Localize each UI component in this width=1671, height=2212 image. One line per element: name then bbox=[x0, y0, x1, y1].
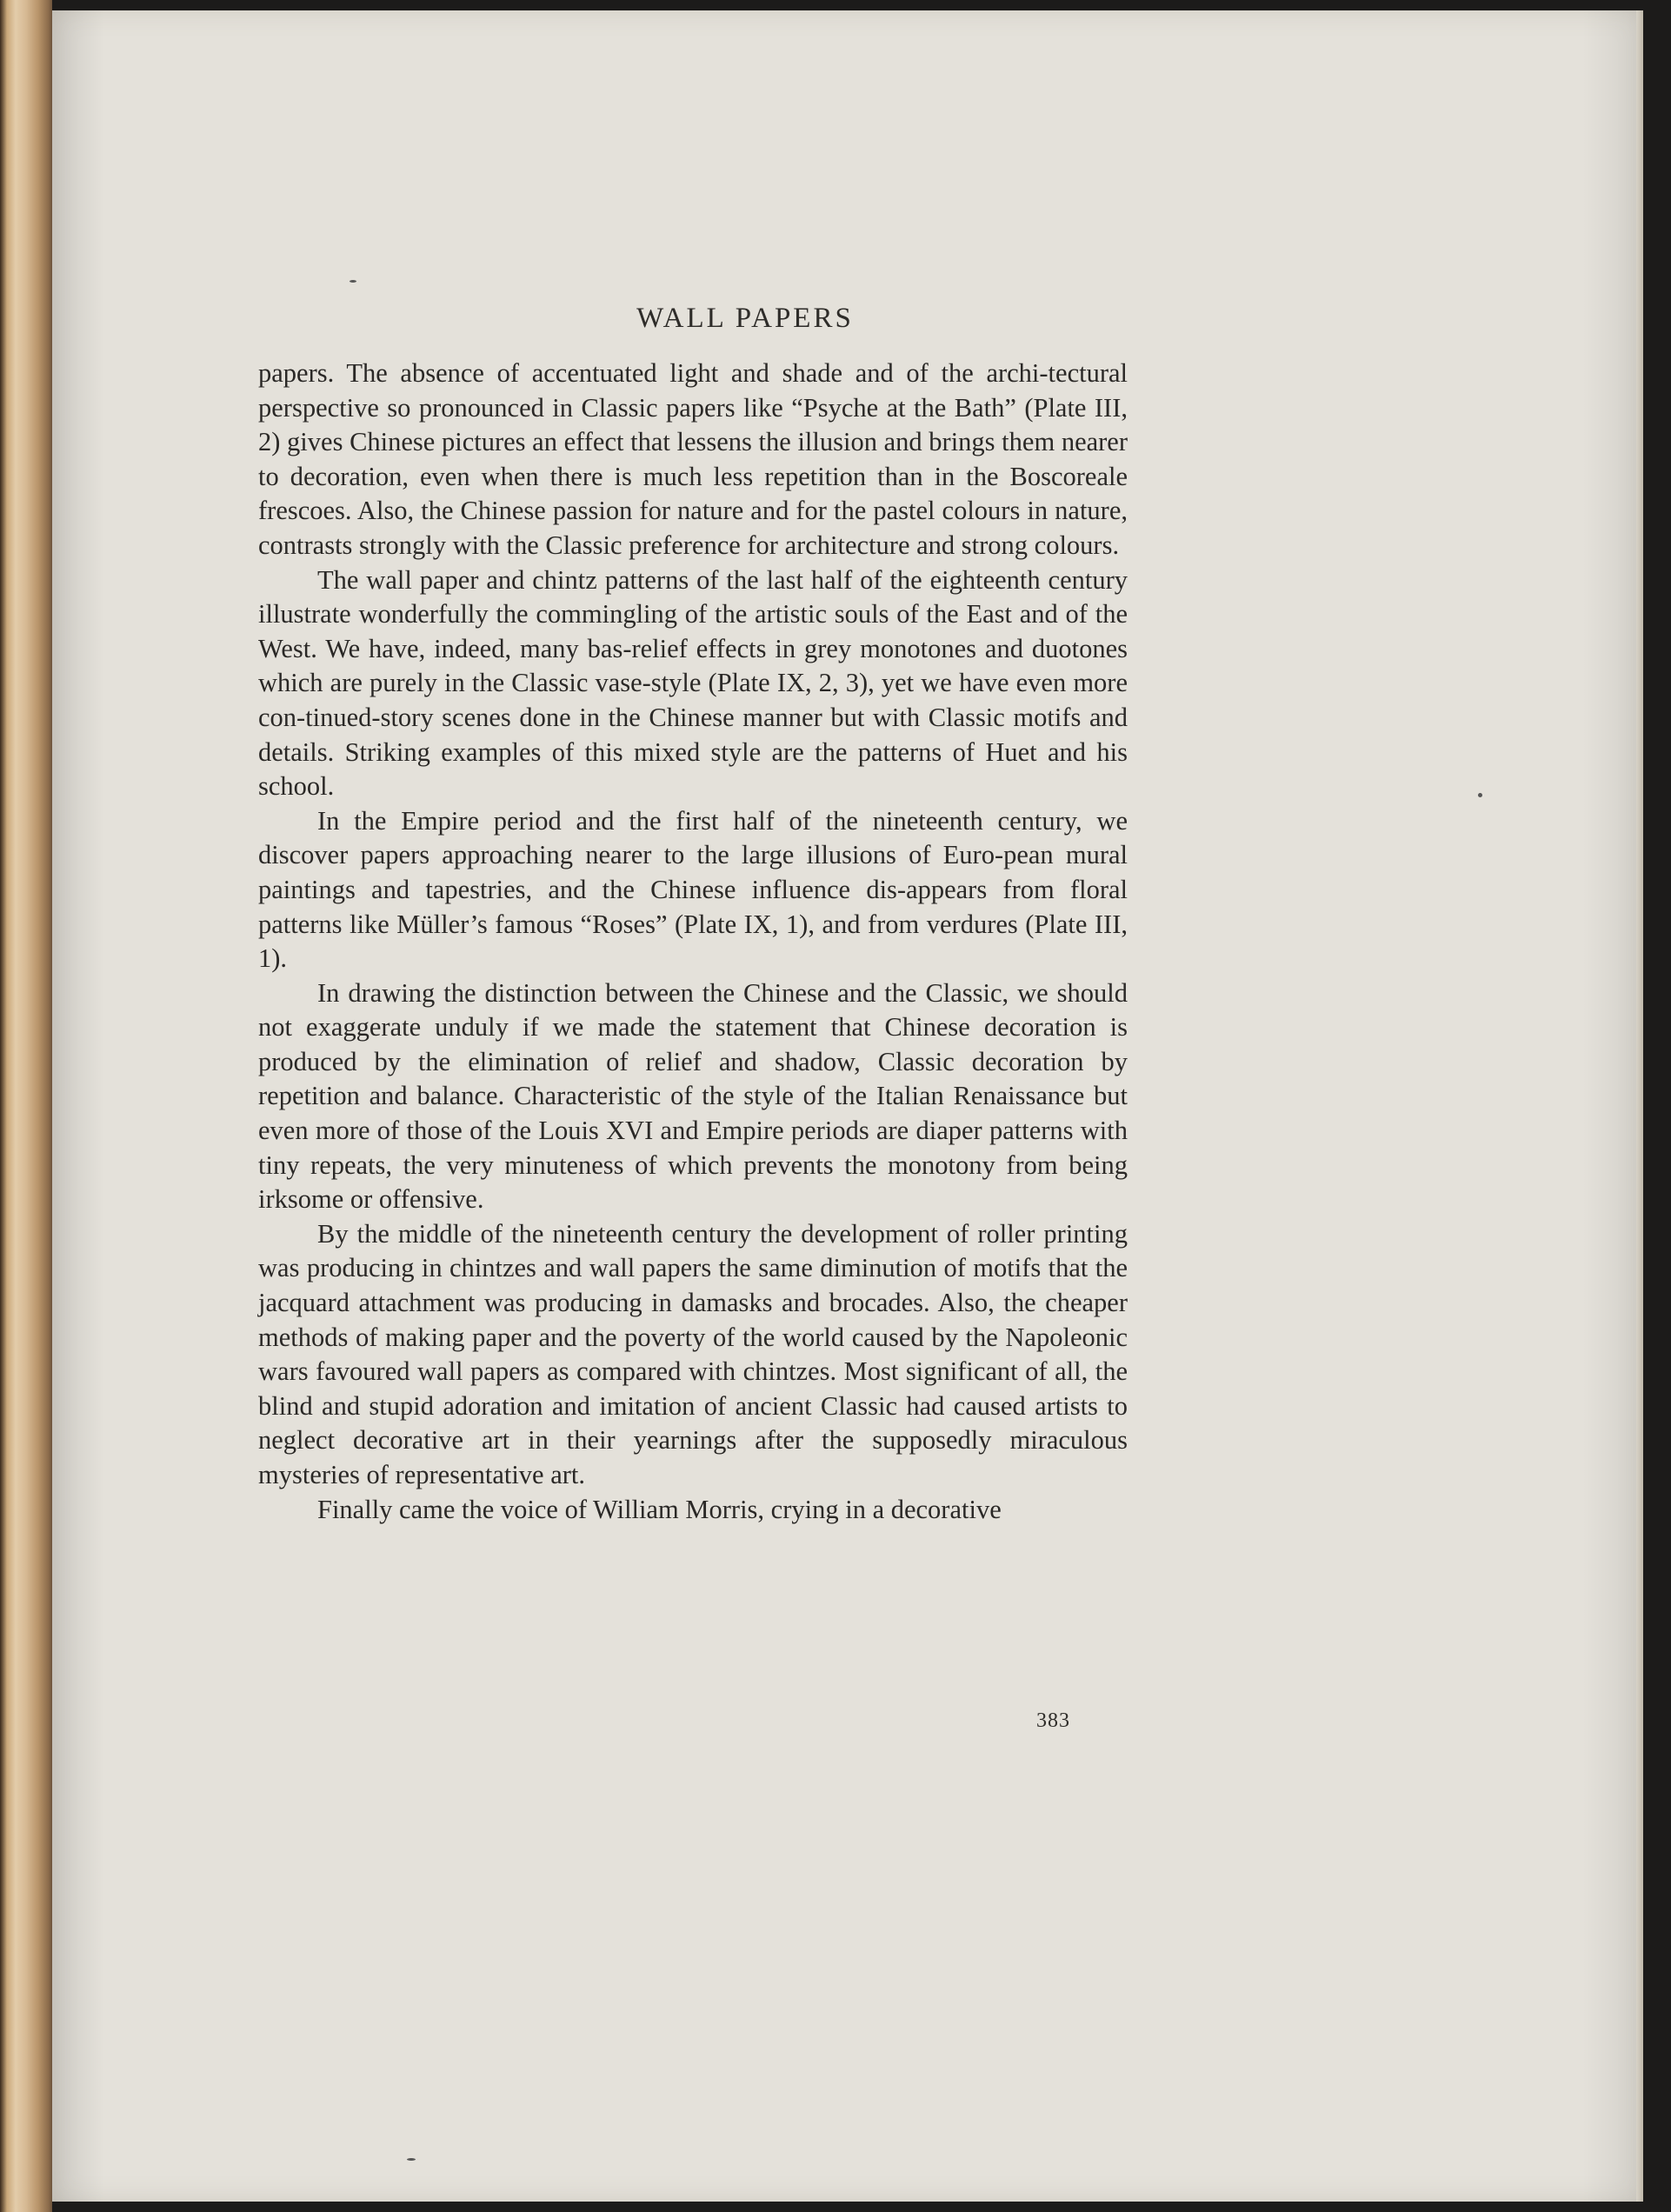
book-page bbox=[52, 10, 1643, 2202]
paper-speck bbox=[1478, 793, 1482, 797]
page-edge bbox=[1636, 10, 1643, 2202]
running-head: WALL PAPERS bbox=[636, 303, 854, 334]
paragraph: In drawing the distinction between the Chinese and the Classic, we should not exaggerate unduly if we made the statement that Chinese decoration is produced by the elimination of relief and shadow, Classic decoration by repetition and balance. Characteristic of the style of the Italian Renaissance but even more of those of the Louis XVI and Empire periods are diaper patterns with tiny repeats, the very minuteness of which prevents the monotony from being irksome or offensive. bbox=[258, 977, 1128, 1215]
paragraph: Finally came the voice of William Morris, crying in a decorative bbox=[317, 1494, 1002, 1524]
paragraph: papers. The absence of accentuated light and shade and of the archi-tectural perspective so pronounced in Classic papers like “Psyche at the Bath” (Plate III, 2) gives Chinese pictures an effect that lessens the illusion and brings them nearer to decoration, even when there is much less repetition than in the Boscoreale frescoes. Also, the Chinese passion for nature and for the pastel colours in nature, contrasts strongly with the Classic preference for architecture and strong colours. bbox=[258, 358, 1128, 560]
paragraph: The wall paper and chintz patterns of the last half of the eighteenth century illustrate wonderfully the commingling of the artistic souls of the East and of the West. We have, indeed, many bas-relief effects in grey monotones and duotones which are purely in the Classic vase-style (Plate IX, 2, 3), yet we have even more con-tinued-story scenes done in the Chinese manner but with Classic motifs and details. Striking examples of this mixed style are the patterns of Huet and his school. bbox=[258, 564, 1128, 802]
paragraph: By the middle of the nineteenth century the development of roller printing was producing in chintzes and wall papers the same diminution of motifs that the jacquard attachment was producing in damasks and brocades. Also, the cheaper methods of making paper and the poverty of the world caused by the Napoleonic wars favoured wall papers as compared with chintzes. Most significant of all, the blind and stupid adoration and imitation of ancient Classic had caused artists to neglect decorative art in their yearnings after the supposedly miraculous mysteries of representative art. bbox=[258, 1218, 1128, 1489]
book-spine-edge bbox=[0, 0, 52, 2212]
body-text bbox=[258, 356, 1128, 1527]
paper-speck bbox=[407, 2158, 416, 2161]
paragraph: In the Empire period and the first half of the nineteenth century, we discover papers approaching nearer to the large illusions of Euro-pean mural paintings and tapestries, and the Chinese influence dis-appears from floral patterns like Müller’s famous “Roses” (Plate IX, 1), and from verdures (Plate III, 1). bbox=[258, 805, 1128, 974]
paper-speck bbox=[350, 280, 356, 283]
page-number: 383 bbox=[1036, 1709, 1070, 1732]
